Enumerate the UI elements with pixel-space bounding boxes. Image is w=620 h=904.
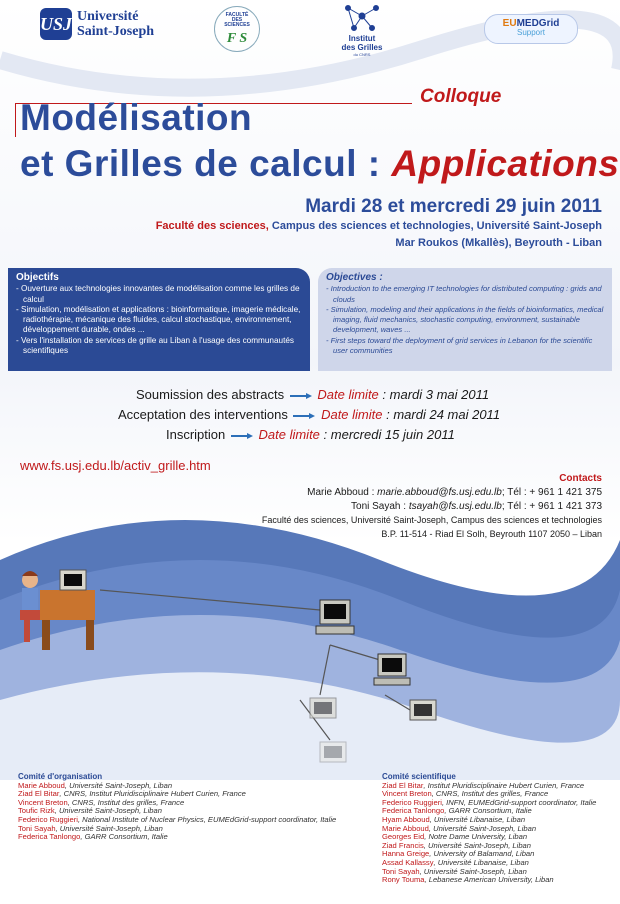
fs-logo-line1: FACULTÉ bbox=[225, 12, 249, 18]
member-affiliation: , National Institute of Nuclear Physics, EUMEdGrid-support coordinator, Italie bbox=[77, 814, 337, 824]
contact-name: Marie Abboud : bbox=[307, 487, 375, 498]
eumed-logo-eu: EU bbox=[502, 18, 517, 29]
objectives-fr-item: - Vers l'installation de services de grille au Liban à l'usage des communautés scientifiques bbox=[16, 335, 295, 356]
deadline-date: : mardi 3 mai 2011 bbox=[382, 387, 490, 402]
member-name: Federica Tanlongo bbox=[18, 832, 81, 842]
fs-logo-line3: SCIENCES bbox=[224, 22, 250, 28]
colloque-label: Colloque bbox=[420, 86, 502, 107]
objectives-fr-heading: Objectifs bbox=[16, 272, 59, 283]
member-affiliation: , Université Saint-Joseph, Liban bbox=[55, 823, 163, 833]
title-line2-text: et Grilles de calcul : bbox=[20, 143, 381, 184]
member-name: Vincent Breton bbox=[18, 797, 68, 807]
faculte-sciences-logo bbox=[214, 6, 260, 52]
member-name: Hanna Greige bbox=[382, 849, 430, 859]
member-name: Ziad El Bitar bbox=[382, 780, 424, 790]
contact-address2: B.P. 11-514 - Riad El Solh, Beyrouth 1107 2050 – Liban bbox=[381, 529, 602, 539]
comite-org-heading: Comité d'organisation bbox=[18, 772, 103, 781]
member-affiliation: , Université Libanaise, Liban bbox=[433, 857, 529, 867]
deadline-label: Inscription bbox=[166, 427, 226, 442]
deadline-date: : mardi 24 mai 2011 bbox=[386, 407, 501, 422]
member-affiliation: , Université Saint-Joseph, Liban bbox=[64, 780, 173, 790]
grid-computing-illustration bbox=[0, 520, 620, 770]
contact-address1: Faculté des sciences, Université Saint-Joseph, Campus des sciences et technologies bbox=[261, 515, 602, 525]
deadline-inscription bbox=[166, 427, 455, 442]
contact-email-link[interactable]: tsayah@fs.usj.edu.lb bbox=[408, 501, 502, 512]
fs-logo-mark: F S bbox=[226, 31, 248, 46]
member-affiliation: , Université Libanaise, Liban bbox=[429, 814, 526, 824]
objectives-fr-item: - Simulation, modélisation et applications : bioinformatique, imagerie médicale, radiothérapie, mécanique des fluides, calcul stochastique, environnement, développement durable, ondes ... bbox=[16, 304, 301, 335]
deadline-limit: Date limite bbox=[258, 427, 320, 442]
member-affiliation: , CNRS, Institut Pluridisciplinaire Hubert Curien, France bbox=[59, 789, 246, 799]
member-name: Hyam Abboud bbox=[382, 814, 430, 824]
computer-node-icon bbox=[316, 600, 354, 634]
contact-toni bbox=[351, 501, 602, 512]
contact-name: Toni Sayah : bbox=[351, 501, 407, 512]
member-affiliation: , Université Saint-Joseph, Liban bbox=[428, 823, 537, 833]
deadline-label: Soumission des abstracts bbox=[136, 387, 285, 402]
venue-faculty: Faculté des sciences, bbox=[155, 220, 269, 232]
objectives-en-item: - Introduction to the emerging IT technologies for distributed computing : grids and clouds bbox=[326, 284, 602, 304]
comite-organisation bbox=[18, 773, 336, 842]
member-affiliation: , GARR Consortium, Italie bbox=[444, 806, 532, 816]
member-name: Vincent Breton bbox=[382, 789, 432, 799]
member-name: Toni Sayah bbox=[18, 823, 56, 833]
member-name: Toni Sayah bbox=[382, 866, 420, 876]
computer-node-icon bbox=[374, 654, 410, 685]
contact-tel: ; Tél : + 961 1 421 375 bbox=[501, 487, 602, 498]
deadline-acceptation bbox=[118, 407, 500, 422]
objectives-en-item: - Simulation, modeling and their applications in the fields of bioinformatics, medical imaging, fluid mechanics, stochastic computing, environment, sustainable development, waves ... bbox=[326, 304, 604, 335]
institut-grilles-logo bbox=[334, 2, 390, 57]
member-affiliation: , Lebanese American University, Liban bbox=[424, 875, 554, 885]
contacts-heading: Contacts bbox=[559, 473, 602, 484]
event-dates: Mardi 28 et mercredi 29 juin 2011 bbox=[305, 196, 602, 217]
contact-marie bbox=[307, 487, 602, 498]
member-name: Marie Abboud bbox=[18, 780, 65, 790]
deadline-limit: Date limite bbox=[317, 387, 379, 402]
member-name: Federico Ruggieri bbox=[18, 814, 78, 824]
computer-node-icon bbox=[320, 742, 346, 762]
usj-logo-line2: Saint-Joseph bbox=[77, 24, 155, 39]
member-name: Toufic Rizk bbox=[18, 806, 55, 816]
objectives-fr-item: - Ouverture aux technologies innovantes de modélisation comme les grilles de calcul bbox=[16, 284, 300, 304]
grid-network-icon bbox=[342, 2, 382, 34]
eumedgrid-logo bbox=[484, 14, 578, 44]
grilles-logo-line3: du CNRS bbox=[353, 52, 371, 57]
member-name: Assad Kallassy bbox=[382, 857, 434, 867]
eumed-logo-medgrid: MEDGrid bbox=[516, 18, 560, 29]
objectives-fr-box bbox=[8, 268, 310, 371]
member-name: Federica Tanlongo bbox=[382, 806, 445, 816]
arrow-right-icon bbox=[293, 413, 315, 419]
member-affiliation: , GARR Consortium, Italie bbox=[80, 832, 168, 842]
title-rule-vertical bbox=[15, 103, 16, 137]
deadline-label: Acceptation des interventions bbox=[118, 407, 288, 422]
member-affiliation: , Université Saint-Joseph, Liban bbox=[423, 840, 531, 850]
title-line1: Modélisation bbox=[20, 97, 253, 138]
title-line2 bbox=[20, 143, 619, 185]
member-affiliation: , Université Saint-Joseph, Liban bbox=[54, 806, 162, 816]
usj-logo bbox=[40, 8, 154, 40]
person-at-desk-illustration bbox=[20, 570, 95, 650]
comite-member bbox=[382, 876, 596, 885]
grilles-logo-line2: des Grilles bbox=[341, 43, 383, 52]
objectives-en-box bbox=[318, 268, 612, 371]
fs-logo-line2: DES bbox=[231, 17, 243, 23]
member-affiliation: , Notre Dame University, Liban bbox=[424, 832, 528, 842]
eumed-logo-sub: Support bbox=[516, 28, 546, 37]
member-name: Federico Ruggieri bbox=[382, 797, 442, 807]
venue-line1 bbox=[156, 220, 602, 232]
computer-node-icon bbox=[410, 700, 436, 720]
venue-location: Mar Roukos (Mkallès), Beyrouth - Liban bbox=[395, 237, 602, 249]
comite-sci-heading: Comité scientifique bbox=[382, 772, 456, 781]
arrow-right-icon bbox=[290, 393, 312, 399]
deadline-limit: Date limite bbox=[321, 407, 383, 422]
member-affiliation: , Institut Pluridisciplinaire Hubert Curien, France bbox=[423, 780, 585, 790]
arrow-right-icon bbox=[231, 433, 253, 439]
member-name: Georges Eid bbox=[382, 832, 425, 842]
member-affiliation: , CNRS, Institut des grilles, France bbox=[67, 797, 185, 807]
member-name: Ziad El Bitar bbox=[18, 789, 60, 799]
contact-tel: ; Tél : + 961 1 421 373 bbox=[501, 501, 602, 512]
member-affiliation: , University of Balamand, Liban bbox=[429, 849, 535, 859]
member-affiliation: , INFN, EUMEdGrid-support coordinator, Italie bbox=[441, 797, 597, 807]
deadline-abstracts bbox=[136, 387, 489, 402]
usj-logo-line1: Université bbox=[77, 9, 139, 24]
member-name: Marie Abboud bbox=[382, 823, 429, 833]
objectives-en-item: - First steps toward the deployment of grid services in Lebanon for the scientific user communities bbox=[326, 335, 593, 356]
computer-node-icon bbox=[310, 698, 336, 718]
comite-scientifique bbox=[382, 773, 596, 885]
deadline-date: : mercredi 15 juin 2011 bbox=[323, 427, 455, 442]
usj-logo-mark: USJ bbox=[40, 8, 72, 40]
venue-campus: Campus des sciences et technologies, Université Saint-Joseph bbox=[271, 220, 602, 232]
objectives-en-heading: Objectives : bbox=[326, 272, 383, 283]
member-name: Rony Touma bbox=[382, 875, 425, 885]
member-affiliation: , CNRS, Institut des grilles, France bbox=[431, 789, 549, 799]
grilles-logo-line1: Institut bbox=[348, 34, 376, 43]
comite-member bbox=[18, 833, 336, 842]
member-affiliation: , Université Saint-Joseph, Liban bbox=[419, 866, 527, 876]
contact-email-link[interactable]: marie.abboud@fs.usj.edu.lb bbox=[377, 487, 502, 498]
member-name: Ziad Francis bbox=[382, 840, 424, 850]
title-applications: Applications bbox=[391, 143, 620, 184]
event-url-link[interactable]: www.fs.usj.edu.lb/activ_grille.htm bbox=[20, 458, 211, 473]
